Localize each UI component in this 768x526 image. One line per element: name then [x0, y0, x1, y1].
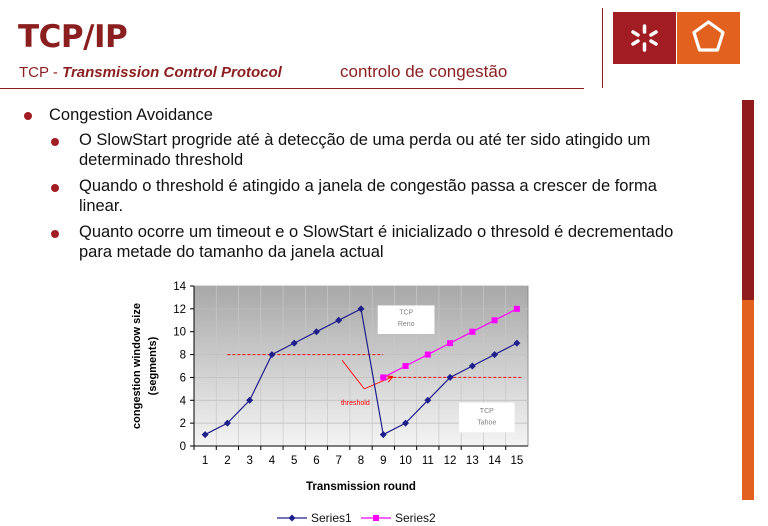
- page-title: TCP/IP: [18, 19, 128, 55]
- y-tick-label: 6: [179, 372, 186, 385]
- x-tick-label: 6: [313, 455, 320, 467]
- sidebar-accent-bottom: [742, 300, 754, 500]
- tahoe-annotation-line2: Tahoe: [477, 419, 497, 427]
- x-tick-label: 13: [465, 455, 479, 467]
- x-tick-label: 3: [246, 455, 253, 467]
- series1-legend-icon: [276, 513, 308, 523]
- x-tick-label: 14: [488, 455, 501, 467]
- bullet-main-text: Congestion Avoidance: [49, 106, 213, 124]
- header-divider: [0, 88, 584, 89]
- subtitle-separator: -: [52, 64, 58, 81]
- y-tick-label: 2: [179, 418, 186, 431]
- x-tick-label: 1: [201, 455, 209, 467]
- y-tick-label: 0: [179, 441, 186, 453]
- school-logo: [677, 12, 740, 64]
- y-tick-label: 12: [173, 303, 186, 316]
- bullet-dot: [24, 112, 32, 120]
- x-tick-label: 4: [268, 455, 276, 467]
- series2-point: [514, 306, 520, 312]
- x-tick-label: 15: [510, 455, 524, 467]
- bullet-dot: [51, 184, 59, 192]
- subtitle-protocol: Transmission Control Protocol: [62, 64, 282, 81]
- reno-annotation-line2: Reno: [397, 321, 415, 328]
- series2-point: [447, 340, 453, 346]
- page-subtitle: [19, 62, 508, 81]
- y-axis-label-line1: congestion window size: [131, 303, 143, 429]
- x-tick-label: 10: [399, 455, 412, 467]
- reno-annotation-line1: TCP: [399, 309, 414, 317]
- y-axis-label-line2: (segments): [147, 336, 159, 396]
- bullet-line: O SlowStart progride até à detecção de uma perda ou até ter sido atingido um: [79, 131, 651, 149]
- y-tick-label: 4: [179, 395, 186, 408]
- bullet-line: determinado threshold: [79, 151, 244, 169]
- university-logo: [613, 12, 676, 64]
- x-tick-label: 12: [443, 455, 457, 467]
- header-vertical-divider: [602, 8, 603, 88]
- bullet-dot: [51, 138, 59, 146]
- x-tick-label: 2: [224, 455, 231, 467]
- tahoe-annotation-line1: TCP: [479, 407, 494, 415]
- y-tick-label: 14: [173, 281, 186, 293]
- y-tick-label: 10: [173, 326, 186, 339]
- series2-legend-icon: [360, 513, 392, 523]
- x-tick-label: 11: [421, 455, 434, 467]
- series2-point: [469, 329, 475, 335]
- x-tick-label: 8: [357, 455, 365, 467]
- series2-point: [403, 363, 409, 369]
- legend-series2-label: Series2: [395, 511, 436, 525]
- bullet-line: linear.: [79, 197, 124, 215]
- bullet-line: para metade do tamanho da janela actual: [79, 243, 384, 261]
- pentagon-emblem-icon: [677, 12, 740, 64]
- asterisk-emblem-icon: [613, 12, 676, 64]
- bullet-line: Quando o threshold é atingido a janela de congestão passa a crescer de forma: [79, 177, 657, 195]
- subtitle-prefix: TCP: [19, 64, 49, 81]
- bullet-dot: [51, 230, 59, 238]
- bullet-line: Quanto ocorre um timeout e o SlowStart é inicializado o thresold é decrementado: [79, 223, 674, 241]
- y-tick-label: 8: [179, 349, 186, 362]
- legend-series1-label: Series1: [311, 511, 352, 525]
- threshold-annotation-label: threshold: [340, 399, 370, 407]
- series2-point: [380, 374, 386, 380]
- x-tick-label: 5: [290, 455, 298, 467]
- congestion-window-chart: [124, 276, 544, 498]
- sidebar-accent-top: [742, 100, 754, 300]
- x-axis-label: Transmission round: [306, 481, 416, 493]
- x-tick-label: 9: [380, 455, 387, 467]
- series2-point: [425, 352, 431, 358]
- subtitle-topic: controlo de congestão: [340, 62, 508, 81]
- series2-point: [492, 317, 498, 323]
- x-tick-label: 7: [335, 455, 342, 467]
